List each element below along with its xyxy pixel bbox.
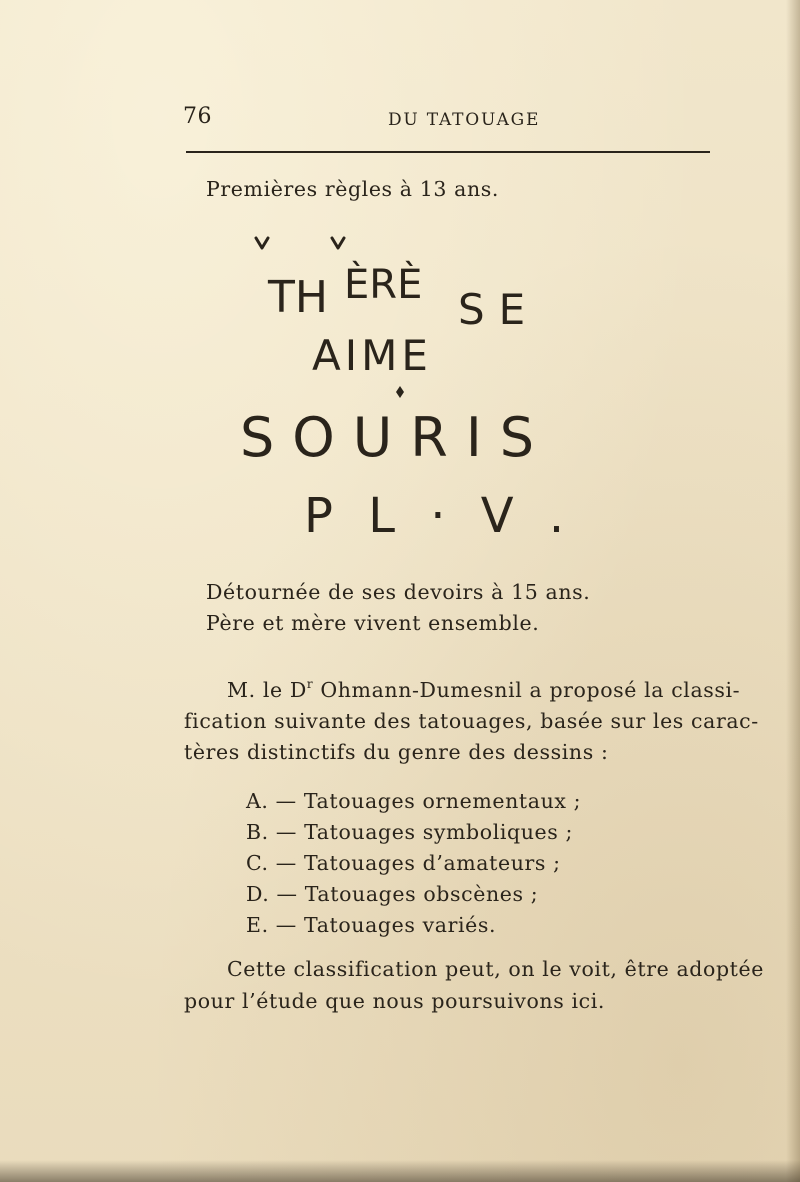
paragraph-line-1 [227,677,740,702]
closing-line-2: pour l’étude que nous poursuivons ici. [184,989,605,1013]
list-item-c: C. — Tatouages d’amateurs ; [246,851,561,875]
tattoo-row-1-b: ÈRÈ [344,262,423,308]
first-menses-line: Premières règles à 13 ans. [206,177,500,201]
diamond-mark [396,386,404,398]
parents-line: Père et mère vivent ensemble. [206,611,540,635]
tattoo-row-3: SOURIS [240,406,553,469]
tattoo-row-1-c: SE [458,285,540,334]
paragraph-suffix: Ohmann-Dumesnil a proposé la classi- [313,678,741,702]
closing-line-1: Cette classification peut, on le voit, être adoptée [227,957,764,981]
tattoo-inscription-drawing [240,220,680,560]
accent-mark [256,238,268,248]
header-rule [186,151,710,153]
paragraph-prefix: M. le D [227,678,307,702]
truancy-line: Détournée de ses devoirs à 15 ans. [206,580,591,604]
page-bottom-shadow [0,1160,800,1182]
list-item-d: D. — Tatouages obscènes ; [246,882,539,906]
running-head: DU TATOUAGE [388,110,541,130]
list-item-e: E. — Tatouages variés. [246,913,497,937]
tattoo-row-4: P L · V . [304,488,575,544]
page-number: 76 [183,104,212,129]
tattoo-row-1-a: TH [268,272,328,323]
tattoo-row-2: AIME [312,331,432,380]
accent-mark [332,238,344,248]
list-item-b: B. — Tatouages symboliques ; [246,820,574,844]
page-edge-shadow [786,0,800,1182]
doctor-superscript: r [306,677,314,691]
paragraph-line-3: tères distinctifs du genre des dessins : [184,740,609,764]
list-item-a: A. — Tatouages ornementaux ; [246,789,582,813]
paragraph-line-2: fication suivante des tatouages, basée sur les carac- [184,709,759,733]
